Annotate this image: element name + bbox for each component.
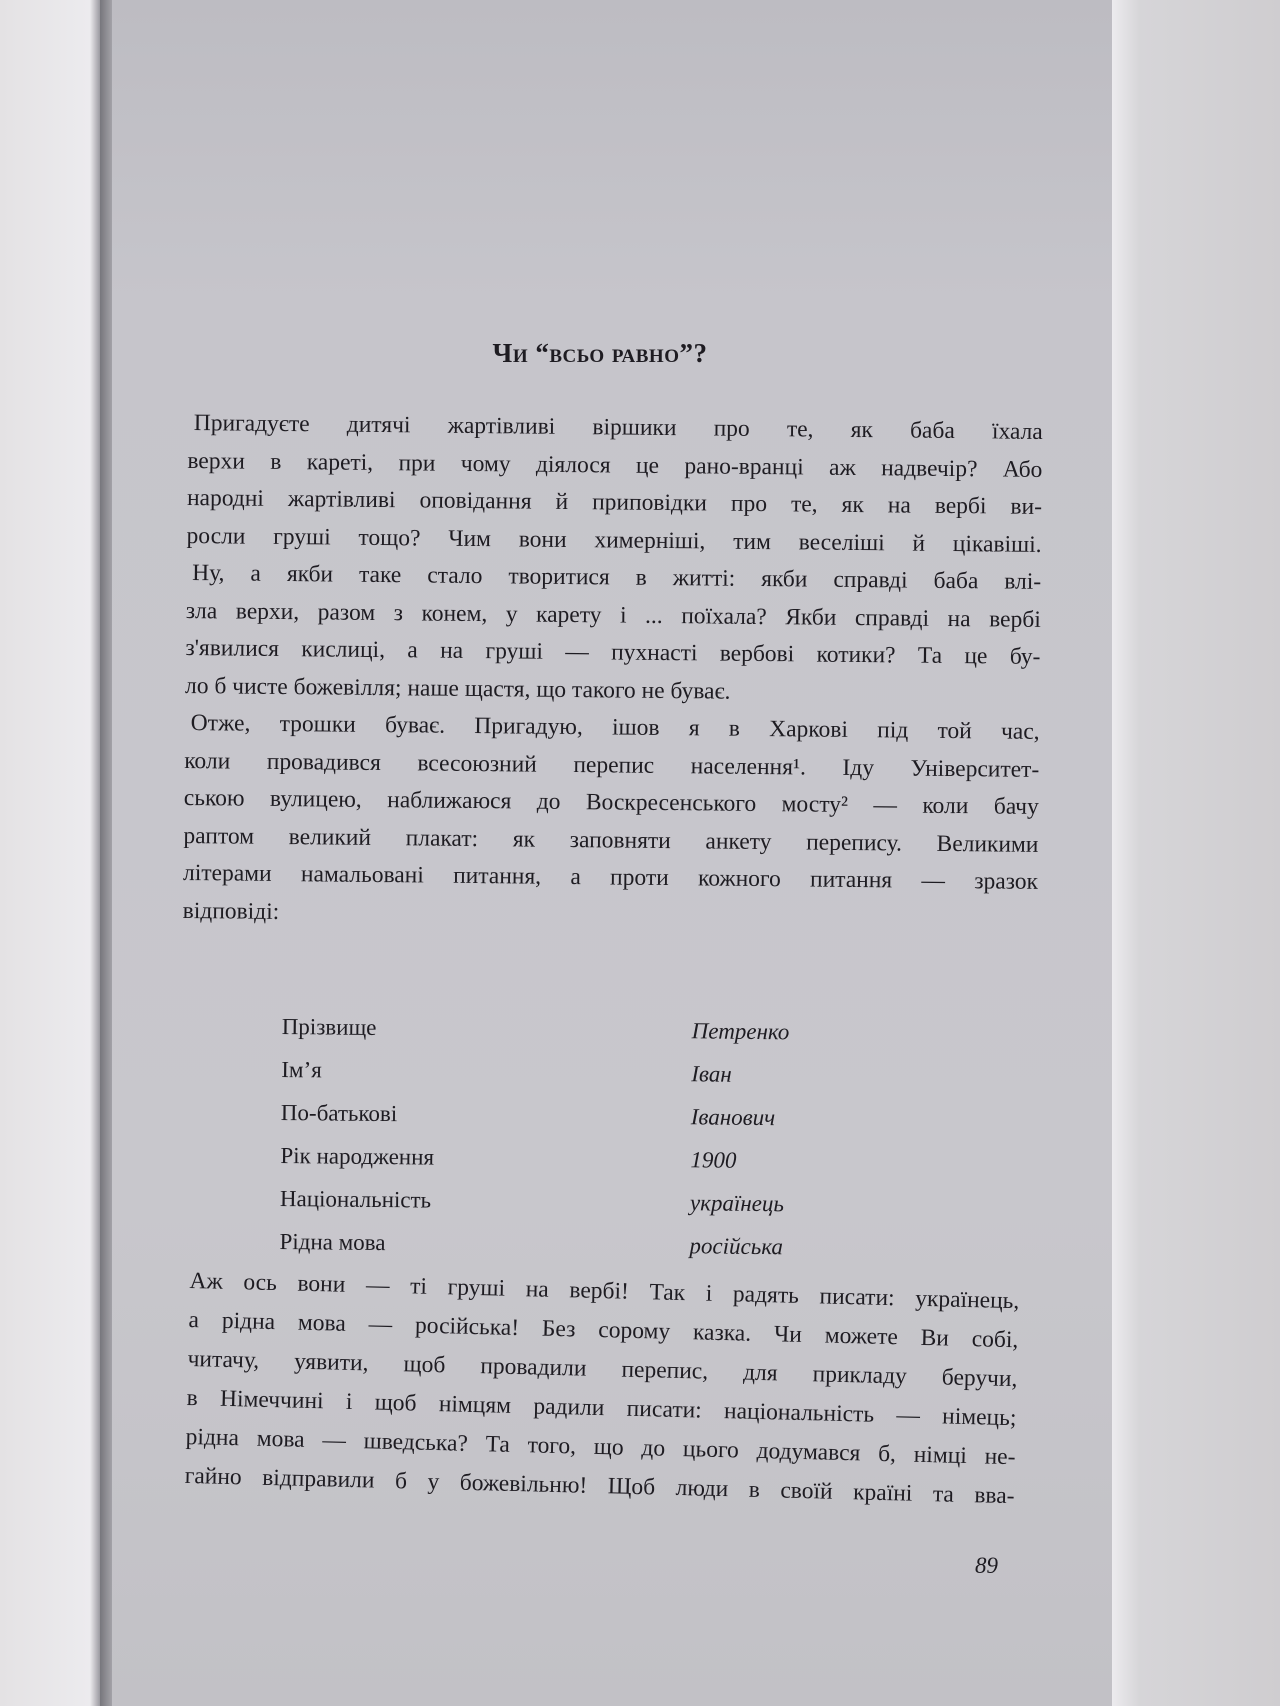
text-line: літерами намальовані питання, а проти кожного питання — зразок <box>182 859 1039 895</box>
body-text-bottom <box>184 1262 1019 1516</box>
field-value: Петренко <box>691 1018 790 1045</box>
text-line: рідна мова — шведська? Та того, що до цього додумався б, німці не- <box>185 1423 1016 1471</box>
field-value: українець <box>689 1190 785 1217</box>
text-line: в Німеччині і щоб німцям радили писати: національність — німець; <box>186 1384 1017 1432</box>
census-sample-table <box>279 1005 842 1269</box>
table-row <box>282 1005 842 1054</box>
page-number: 89 <box>975 1553 998 1578</box>
table-row <box>281 1048 841 1097</box>
text-line: а рідна мова — російська! Без сорому казка. Чи можете Ви собі, <box>188 1306 1019 1354</box>
field-value: Іван <box>691 1061 732 1087</box>
text-line: народні жартівливі оповідання й приповідки про те, як на вербі ви- <box>186 484 1043 520</box>
field-label: Ім’я <box>281 1056 322 1083</box>
field-label: По-батькові <box>280 1099 398 1127</box>
field-value: російська <box>689 1233 784 1260</box>
text-line: Ну, а якби таке стало творитися в житті: якби справді баба влі- <box>192 560 1042 595</box>
field-value: Іванович <box>690 1104 776 1131</box>
text-line: зла верхи, разом з конем, у карету і ... поїхала? Якби справді на вербі <box>185 597 1041 633</box>
text-line: ською вулицею, наближаюся до Воскресенського мосту² — коли бачу <box>183 784 1039 820</box>
text-line: раптом великий плакат: як заповняти анкету перепису. Великими <box>183 822 1039 858</box>
text-line: з'явилися кислиці, а на груші — пухнасті вербові котики? Та це бу- <box>185 634 1041 670</box>
text-line: Аж ось вони — ті груші на вербі! Так і радять писати: українець, <box>189 1267 1020 1315</box>
text-line: Отже, трошки буває. Пригадую, ішов я в Харкові під той час, <box>190 710 1040 745</box>
text-line: ло б чисте божевілля; наше щастя, що такого не буває. <box>184 672 731 705</box>
text-line: росли груші тощо? Чим вони химерніші, тим веселіші й цікавіші. <box>186 522 1042 558</box>
field-label: Рідна мова <box>279 1228 386 1256</box>
table-row <box>281 1091 841 1140</box>
table-row <box>280 1134 840 1183</box>
text-line: читачу, уявити, щоб провадили перепис, для прикладу беручи, <box>187 1345 1018 1393</box>
field-label: Прізвище <box>281 1013 377 1040</box>
text-line: Пригадуєте дитячі жартівливі віршики про те, як баба їхала <box>193 410 1043 445</box>
chapter-heading: Чи “всьо равно”? <box>492 338 708 368</box>
table-row <box>279 1220 839 1269</box>
text-line: коли провадився всесоюзний перепис населення¹. Іду Університет- <box>184 747 1040 783</box>
field-value: 1900 <box>690 1147 737 1173</box>
body-text-top <box>183 405 1043 939</box>
text-line: відповіді: <box>182 897 280 925</box>
table-row <box>280 1177 840 1226</box>
text-line: верхи в кареті, при чому діялося це рано-вранці аж надвечір? Або <box>187 447 1043 483</box>
field-label: Національність <box>279 1185 432 1213</box>
text-line: гайно відправили б у божевільню! Щоб люди в своїй країні та вва- <box>184 1462 1015 1510</box>
field-label: Рік народження <box>280 1142 435 1170</box>
